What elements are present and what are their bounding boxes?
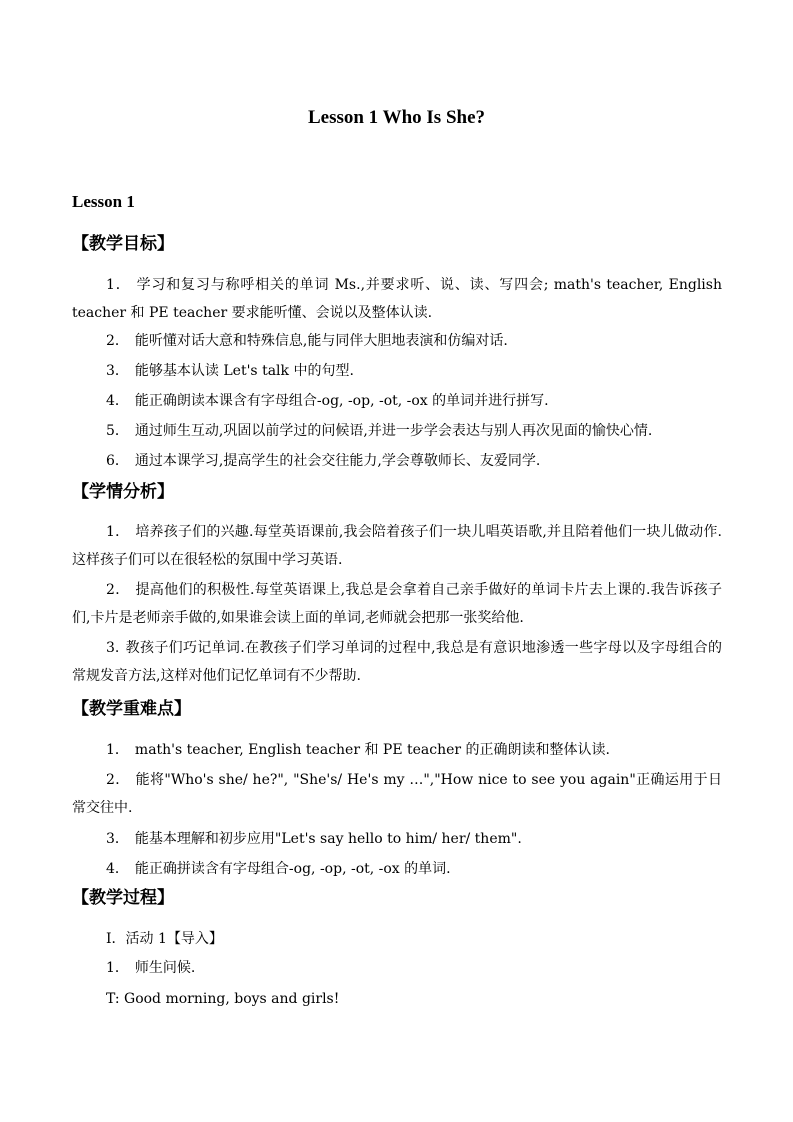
dialogue-line: T: Good morning, boys and girls! <box>106 991 340 1007</box>
key-point-item <box>72 736 722 764</box>
process-step <box>72 954 722 982</box>
analysis-item <box>72 576 722 632</box>
key-point-item <box>72 825 722 853</box>
goal-item-text: 能够基本认读 Let's talk 中的句型. <box>134 363 354 379</box>
goal-item-text: 通过师生互动,巩固以前学过的问候语,并进一步学会表达与别人再次见面的愉快心情. <box>134 423 653 439</box>
key-point-number: 1． <box>106 742 129 758</box>
lesson-label: Lesson 1 <box>72 192 135 211</box>
goal-item <box>72 357 722 385</box>
key-point-item <box>72 855 722 883</box>
goal-item-text: 能听懂对话大意和特殊信息,能与同伴大胆地表演和仿编对话. <box>134 333 508 349</box>
goal-item-text: 学习和复习与称呼相关的单词 Ms.,并要求听、说、读、写四会; math's teacher, English teacher 和 PE teacher 要求能听懂、会说以及整体认读. <box>72 277 722 321</box>
analysis-item-text: 提高他们的积极性.每堂英语课上,我总是会拿着自己亲手做好的单词卡片去上课的.我告诉孩子们,卡片是老师亲手做的,如果谁会读上面的单词,老师就会把那一张奖给他. <box>72 582 722 626</box>
goal-item-text: 能正确朗读本课含有字母组合-og, -op, -ot, -ox 的单词并进行拼写. <box>134 393 549 409</box>
document-title: Lesson 1 Who Is She? <box>307 107 486 128</box>
goal-item-number: 6． <box>106 453 129 469</box>
key-point-text: 能正确拼读含有字母组合-og, -op, -ot, -ox 的单词. <box>134 861 451 877</box>
activity-heading: Ⅰ．活动 1【导入】 <box>106 931 223 947</box>
key-point-item <box>72 766 722 822</box>
goal-item <box>72 417 722 445</box>
process-step-number: 1． <box>106 960 129 976</box>
goal-item-number: 4． <box>106 393 129 409</box>
goal-item <box>72 327 722 355</box>
analysis-item-text: 培养孩子们的兴趣.每堂英语课前,我会陪着孩子们一块儿唱英语歌,并且陪着他们一块儿做动作.这样孩子们可以在很轻松的氛围中学习英语. <box>72 524 722 568</box>
goal-item <box>72 271 722 327</box>
key-point-text: 能基本理解和初步应用"Let's say hello to him/ her/ them". <box>134 831 522 847</box>
key-point-number: 4． <box>106 861 129 877</box>
key-point-text: 能将"Who's she/ he?", "She's/ He's my …","How nice to see you again"正确运用于日常交往中. <box>72 772 722 816</box>
process-step-text: 师生问候. <box>134 960 196 976</box>
goal-item-number: 5． <box>106 423 129 439</box>
key-point-text: math's teacher, English teacher 和 PE teacher 的正确朗读和整体认读. <box>134 742 611 758</box>
goal-item <box>72 447 722 475</box>
goal-item-text: 通过本课学习,提高学生的社会交往能力,学会尊敬师长、友爱同学. <box>134 453 541 469</box>
section-heading-analysis: 【学情分析】 <box>72 482 174 502</box>
analysis-item-text: 教孩子们巧记单词.在教孩子们学习单词的过程中,我总是有意识地渗透一些字母以及字母组合的常规发音方法,这样对他们记忆单词有不少帮助. <box>72 640 722 684</box>
analysis-item-number: 3. <box>106 640 120 656</box>
section-heading-key-points: 【教学重难点】 <box>72 699 191 719</box>
analysis-item <box>72 634 722 690</box>
goal-item-number: 2． <box>106 333 129 349</box>
key-point-number: 3． <box>106 831 129 847</box>
goal-item-number: 3． <box>106 363 129 379</box>
key-point-number: 2． <box>106 772 130 788</box>
analysis-item <box>72 518 722 574</box>
analysis-item-number: 1． <box>106 524 130 540</box>
section-heading-goals: 【教学目标】 <box>72 234 174 254</box>
analysis-item-number: 2． <box>106 582 130 598</box>
goal-item-number: 1． <box>106 277 131 293</box>
section-heading-process: 【教学过程】 <box>72 888 174 908</box>
goal-item <box>72 387 722 415</box>
